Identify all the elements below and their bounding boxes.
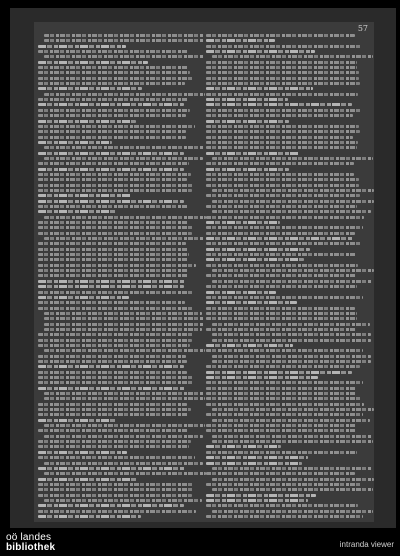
text-line [38,381,194,384]
library-logo-text[interactable]: bibliothek [6,542,56,553]
text-line [38,141,112,144]
text-line [206,114,353,117]
text-line [212,210,371,213]
text-line [212,408,374,411]
text-line [212,157,373,160]
text-line [38,429,188,432]
text-line [38,66,188,69]
text-line [44,462,203,465]
text-line [44,435,203,438]
text-line [206,162,354,165]
text-line [38,360,187,363]
text-line [206,397,361,400]
text-line [38,189,192,192]
text-line [206,178,359,181]
text-line [206,296,363,299]
text-line [206,285,357,288]
text-line [38,365,184,368]
text-line [44,499,202,502]
text-line [206,258,304,261]
text-line [38,114,186,117]
text-line [212,419,370,422]
text-line [38,494,192,497]
text-line [38,478,137,481]
text-line [206,483,361,486]
text-line [206,87,313,90]
text-line [44,328,202,331]
text-line [38,194,131,197]
text-line [206,39,275,42]
text-line [206,424,356,427]
text-line [206,205,357,208]
viewer-label[interactable]: intranda viewer [339,540,394,549]
text-line [38,210,116,213]
text-line [38,109,190,112]
text-line [38,504,184,507]
text-line [212,435,372,438]
text-line [38,285,184,288]
text-line [206,499,308,502]
text-line [38,333,194,336]
text-line [38,456,195,459]
text-line [212,55,373,58]
text-line [206,216,364,219]
text-line [38,510,196,513]
text-line [206,365,360,368]
text-line [206,248,310,251]
text-line [38,242,186,245]
text-line [38,221,188,224]
text-line [44,34,204,37]
text-line [44,424,205,427]
text-line [38,77,193,80]
text-line [38,307,194,310]
text-line [38,515,141,518]
text-line [212,189,374,192]
text-line [206,462,302,465]
text-line [38,291,194,294]
text-line [38,269,188,272]
text-line [206,445,281,448]
text-line [212,269,374,272]
text-line [38,232,192,235]
text-line [38,125,195,128]
text-line [206,194,360,197]
text-line [206,413,363,416]
text-line [38,205,188,208]
text-line [206,515,363,518]
text-line [38,98,188,101]
text-line [44,317,204,320]
text-line [212,510,373,513]
text-line [38,419,116,422]
text-line [38,120,136,123]
text-line [38,168,184,171]
text-line [38,296,129,299]
text-line [212,339,371,342]
text-line [206,344,293,347]
text-line [44,323,204,326]
text-line [212,488,373,491]
text-line [38,403,187,406]
text-line [44,472,206,475]
text-line [38,483,193,486]
text-line [206,50,315,53]
text-line [38,445,189,448]
text-line [206,82,360,85]
text-line [38,130,186,133]
text-line [44,55,204,58]
text-line [206,456,308,459]
text-line [212,355,371,358]
text-line [206,109,362,112]
text-line [206,61,357,64]
text-line [206,307,355,310]
text-line [206,274,356,277]
text-line [38,253,189,256]
text-line [38,87,142,90]
text-line [206,136,353,139]
text-line [206,184,359,187]
text-line [44,93,205,96]
text-line [206,103,352,106]
text-line [38,226,193,229]
text-line [44,157,203,160]
text-line [206,77,359,80]
text-line [38,440,191,443]
library-logo-icon[interactable]: oö landes [6,532,52,543]
text-line [38,61,148,64]
text-line [38,162,189,165]
text-line [212,333,371,336]
text-column-right [206,34,368,520]
text-line [38,184,194,187]
text-line [206,66,357,69]
text-line [44,146,204,149]
text-line [38,344,190,347]
text-line [38,178,187,181]
text-line [206,93,358,96]
text-line [206,71,359,74]
text-line [38,376,193,379]
text-line [206,221,280,224]
text-line [38,301,185,304]
text-line [206,125,359,128]
text-line [38,451,127,454]
text-line [212,440,373,443]
text-line [38,248,188,251]
text-line [206,387,356,390]
text-line [212,467,372,470]
text-line [38,371,187,374]
text-line [38,258,188,261]
text-line [38,387,185,390]
text-line [38,200,184,203]
text-line [38,71,190,74]
text-line [212,280,372,283]
text-line [38,50,188,53]
text-line [206,146,357,149]
text-line [206,504,358,507]
text-line [206,130,360,133]
text-line [206,120,289,123]
text-line [44,392,204,395]
text-line [206,328,356,331]
text-line [38,136,186,139]
text-line [38,82,185,85]
text-line [44,237,204,240]
text-line [206,226,363,229]
text-line [206,45,362,48]
text-line [206,98,288,101]
text-line [38,467,185,470]
text-line [38,408,191,411]
text-line [44,397,205,400]
text-line [206,253,356,256]
text-line [206,264,358,267]
text-line [206,451,357,454]
text-line [38,274,188,277]
text-line [206,291,276,294]
text-line [212,200,374,203]
text-line [38,355,186,358]
text-line [38,413,188,416]
text-line [206,403,364,406]
text-line [38,280,185,283]
text-line [206,494,316,497]
text-line [44,216,206,219]
text-line [206,371,352,374]
text-line [206,349,363,352]
text-line [206,173,354,176]
text-line [206,472,355,475]
text-line [206,34,355,37]
text-line [206,232,355,235]
text-line [206,392,356,395]
scanned-document [10,8,396,528]
document-page [34,22,374,522]
text-line [212,478,374,481]
text-line [206,317,357,320]
text-line [206,152,299,155]
text-line [212,360,371,363]
text-line [212,323,370,326]
text-line [206,376,318,379]
text-line [38,339,192,342]
text-column-left [38,34,200,520]
page-number: 57 [357,24,368,33]
text-line [206,429,356,432]
text-line [44,39,204,42]
text-line [206,301,297,304]
text-line [38,45,126,48]
text-line [206,242,362,245]
text-line [206,312,357,315]
text-line [38,264,196,267]
text-line [38,103,184,106]
text-line [44,312,202,315]
text-line [38,152,184,155]
text-line [38,173,191,176]
text-line [44,349,205,352]
text-line [206,141,358,144]
text-line [206,381,363,384]
text-line [206,237,353,240]
text-line [206,168,289,171]
text-line [38,488,193,491]
